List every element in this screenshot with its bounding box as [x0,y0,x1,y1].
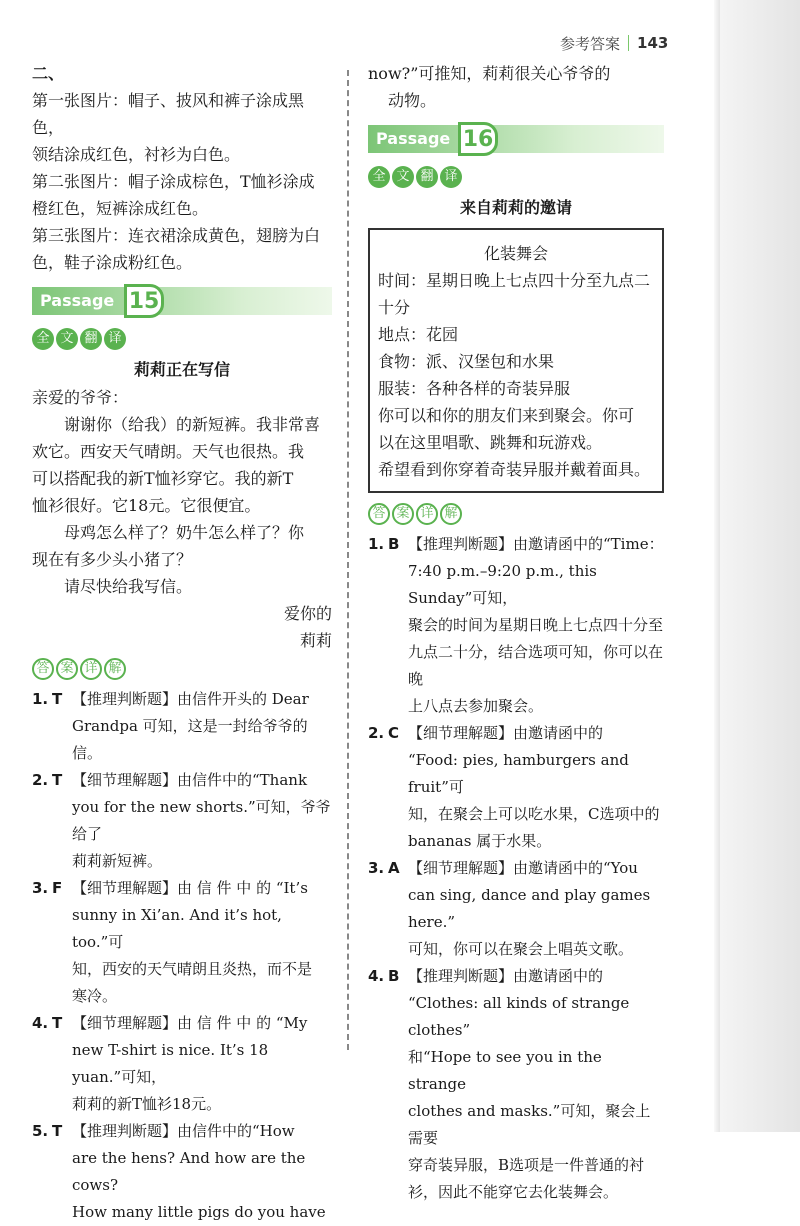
answer-line: 【细节理解题】由信件中的“Thank [72,771,308,789]
answer-key: A [388,859,400,877]
answer-key: B [388,967,400,985]
answer-text [408,531,664,720]
invitation-line: 食物：派、汉堡包和水果 [378,352,555,371]
passage-label: Passage [376,129,451,148]
invitation-line: 服装：各种各样的奇装异服 [378,379,571,398]
letter-greeting: 亲爱的爷爷： [32,388,129,407]
answer-line: 寒冷。 [72,987,118,1005]
answer-heading [368,503,664,525]
answer-text [408,855,664,963]
page-number: 143 [637,34,669,52]
answer-number: 5. [32,1122,49,1140]
answer-line: sunny in Xi’an. And it’s hot, too.”可 [72,906,282,951]
section-mark: 二、 [32,64,65,83]
heading-pill: 译 [440,166,462,188]
letter-line: 欢它。西安天气晴朗。天气也很热。我 [32,442,305,461]
answer-line: 上八点去参加聚会。 [408,697,544,715]
letter-line: 请尽快给我写信。 [64,577,193,596]
heading-pill: 案 [56,658,78,680]
page-edge [720,0,800,1132]
passage-title: 莉莉正在写信 [133,360,230,379]
header-separator [628,35,629,51]
answer-key: F [52,879,63,897]
answer-line: clothes and masks.”可知，聚会上需要 [408,1102,651,1147]
answer-item [32,1118,332,1226]
invitation-line: 十分 [378,298,411,317]
continuation-line: 动物。 [388,91,437,110]
invitation-heading: 化装舞会 [483,244,548,263]
answer-line: 【细节理解题】由 信 件 中 的 “My [72,1014,308,1032]
answer-key: T [52,1014,63,1032]
answer-line: 7:40 p.m.–9:20 p.m., this Sunday”可知， [408,562,597,607]
section-line: 第一张图片：帽子、披风和裤子涂成黑色， [32,91,305,137]
answer-key: T [52,771,63,789]
answer-line: 可知，你可以在聚会上唱英文歌。 [408,940,634,958]
answer-item [368,531,664,720]
answer-line: 【推理判断题】由信件中的“How [72,1122,295,1140]
answer-line: 【推理判断题】由邀请函中的 [408,967,604,985]
answer-line: 【细节理解题】由邀请函中的“You [408,859,638,877]
section-line: 第三张图片：连衣裙涂成黄色，翅膀为白 [32,226,321,245]
invitation-line: 你可以和你的朋友们来到聚会。你可 [378,406,635,425]
answer-item [368,720,664,855]
answer-item [368,855,664,963]
answer-item [32,1010,332,1118]
answer-line: new T-shirt is nice. It’s 18 yuan.”可知， [72,1041,269,1086]
heading-pill: 翻 [80,328,102,350]
heading-pill: 答 [368,503,390,525]
answer-key: C [388,724,400,742]
answer-number: 2. [32,771,49,789]
heading-pill: 全 [32,328,54,350]
passage-number: 15 [124,284,164,318]
answer-number: 3. [32,879,49,897]
answer-key: B [388,535,400,553]
answer-text [408,963,664,1206]
heading-pill: 答 [32,658,54,680]
letter-closing: 爱你的 [283,604,332,623]
answer-text [72,875,332,1010]
answer-number: 4. [32,1014,49,1032]
continuation-line: now?”可推知，莉莉很关心爷爷的 [368,64,611,83]
heading-pill: 详 [80,658,102,680]
answer-line: 九点二十分，结合选项可知，你可以在晚 [408,643,664,688]
answer-line: “Food: pies, hamburgers and fruit”可 [408,751,629,796]
answer-number: 4. [368,967,385,985]
answer-text [72,1118,332,1226]
answer-line: 穿奇装异服，B选项是一件普通的衬 [408,1156,645,1174]
section-line: 橙红色，短裤涂成红色。 [32,199,209,218]
answer-line: 衫，因此不能穿它去化装舞会。 [408,1183,619,1201]
answer-line: 知，在聚会上可以吃水果，C选项中的 [408,805,660,823]
letter-line: 恤衫很好。它18元。它很便宜。 [32,496,261,515]
passage-number: 16 [458,122,498,156]
letter-line: 谢谢你（给我）的新短裤。我非常喜 [64,415,321,434]
answer-text [72,1010,332,1118]
heading-pill: 详 [416,503,438,525]
column-divider [347,70,349,1050]
answer-line: are the hens? And how are the cows? [72,1149,306,1194]
answer-number: 2. [368,724,385,742]
answer-item [368,963,664,1206]
answer-key: T [52,690,63,708]
page-header [560,30,710,56]
section-line: 色，鞋子涂成粉红色。 [32,253,193,272]
letter-line: 可以搭配我的新T恤衫穿它。我的新T [32,469,294,488]
heading-pill: 翻 [416,166,438,188]
letter-signature: 莉莉 [299,631,332,650]
heading-pill: 解 [440,503,462,525]
answer-number: 1. [32,690,49,708]
invitation-box [368,228,664,493]
passage-label: Passage [40,291,115,310]
heading-pill: 全 [368,166,390,188]
left-column [32,60,332,1226]
right-column [368,60,664,1206]
answer-text [72,767,332,875]
answer-line: 聚会的时间为星期日晚上七点四十分至 [408,616,664,634]
answer-text [408,720,664,855]
answer-line: 知，西安的天气晴朗且炎热，而不是 [72,960,313,978]
answer-text [72,686,332,767]
letter-line: 现在有多少头小猪了？ [32,550,193,569]
translation-heading [32,328,332,350]
invitation-line: 希望看到你穿着奇装异服并戴着面具。 [378,460,651,479]
heading-pill: 解 [104,658,126,680]
answer-line: “Clothes: all kinds of strange clothes” [408,994,630,1039]
invitation-line: 时间：星期日晚上七点四十分至九点二 [378,271,651,290]
answer-item [32,686,332,767]
answer-line: How many little pigs do you have [72,1203,326,1221]
answer-line: 【细节理解题】由邀请函中的 [408,724,604,742]
answer-line: Grandpa 可知，这是一封给爷爷的信。 [72,717,308,762]
answer-key: T [52,1122,63,1140]
answer-line: 【细节理解题】由 信 件 中 的 “It’s [72,879,308,897]
answer-number: 1. [368,535,385,553]
answer-item [32,767,332,875]
answer-line: 莉莉新短裤。 [72,852,163,870]
section-line: 领结涂成红色，衬衫为白色。 [32,145,241,164]
passage-banner [368,122,664,156]
answer-line: 莉莉的新T恤衫18元。 [72,1095,222,1113]
answer-number: 3. [368,859,385,877]
answer-line: can sing, dance and play games here.” [408,886,651,931]
answer-line: you for the new shorts.”可知，爷爷给了 [72,798,331,843]
passage-title: 来自莉莉的邀请 [459,198,572,217]
heading-pill: 文 [392,166,414,188]
answer-item [32,875,332,1010]
invitation-line: 地点：花园 [378,325,459,344]
translation-heading [368,166,664,188]
header-label: 参考答案 [560,34,621,53]
heading-pill: 案 [392,503,414,525]
answer-line: 【推理判断题】由邀请函中的“Time： [408,535,664,553]
heading-pill: 文 [56,328,78,350]
answer-line: bananas 属于水果。 [408,832,552,850]
heading-pill: 译 [104,328,126,350]
answer-line: 和“Hope to see you in the strange [408,1048,602,1093]
answer-heading [32,658,332,680]
letter-line: 母鸡怎么样了？奶牛怎么样了？你 [64,523,305,542]
answer-line: 【推理判断题】由信件开头的 Dear [72,690,309,708]
page-gutter-shadow [714,0,720,1132]
invitation-line: 以在这里唱歌、跳舞和玩游戏。 [378,433,603,452]
section-line: 第二张图片：帽子涂成棕色，T恤衫涂成 [32,172,315,191]
passage-banner [32,284,332,318]
